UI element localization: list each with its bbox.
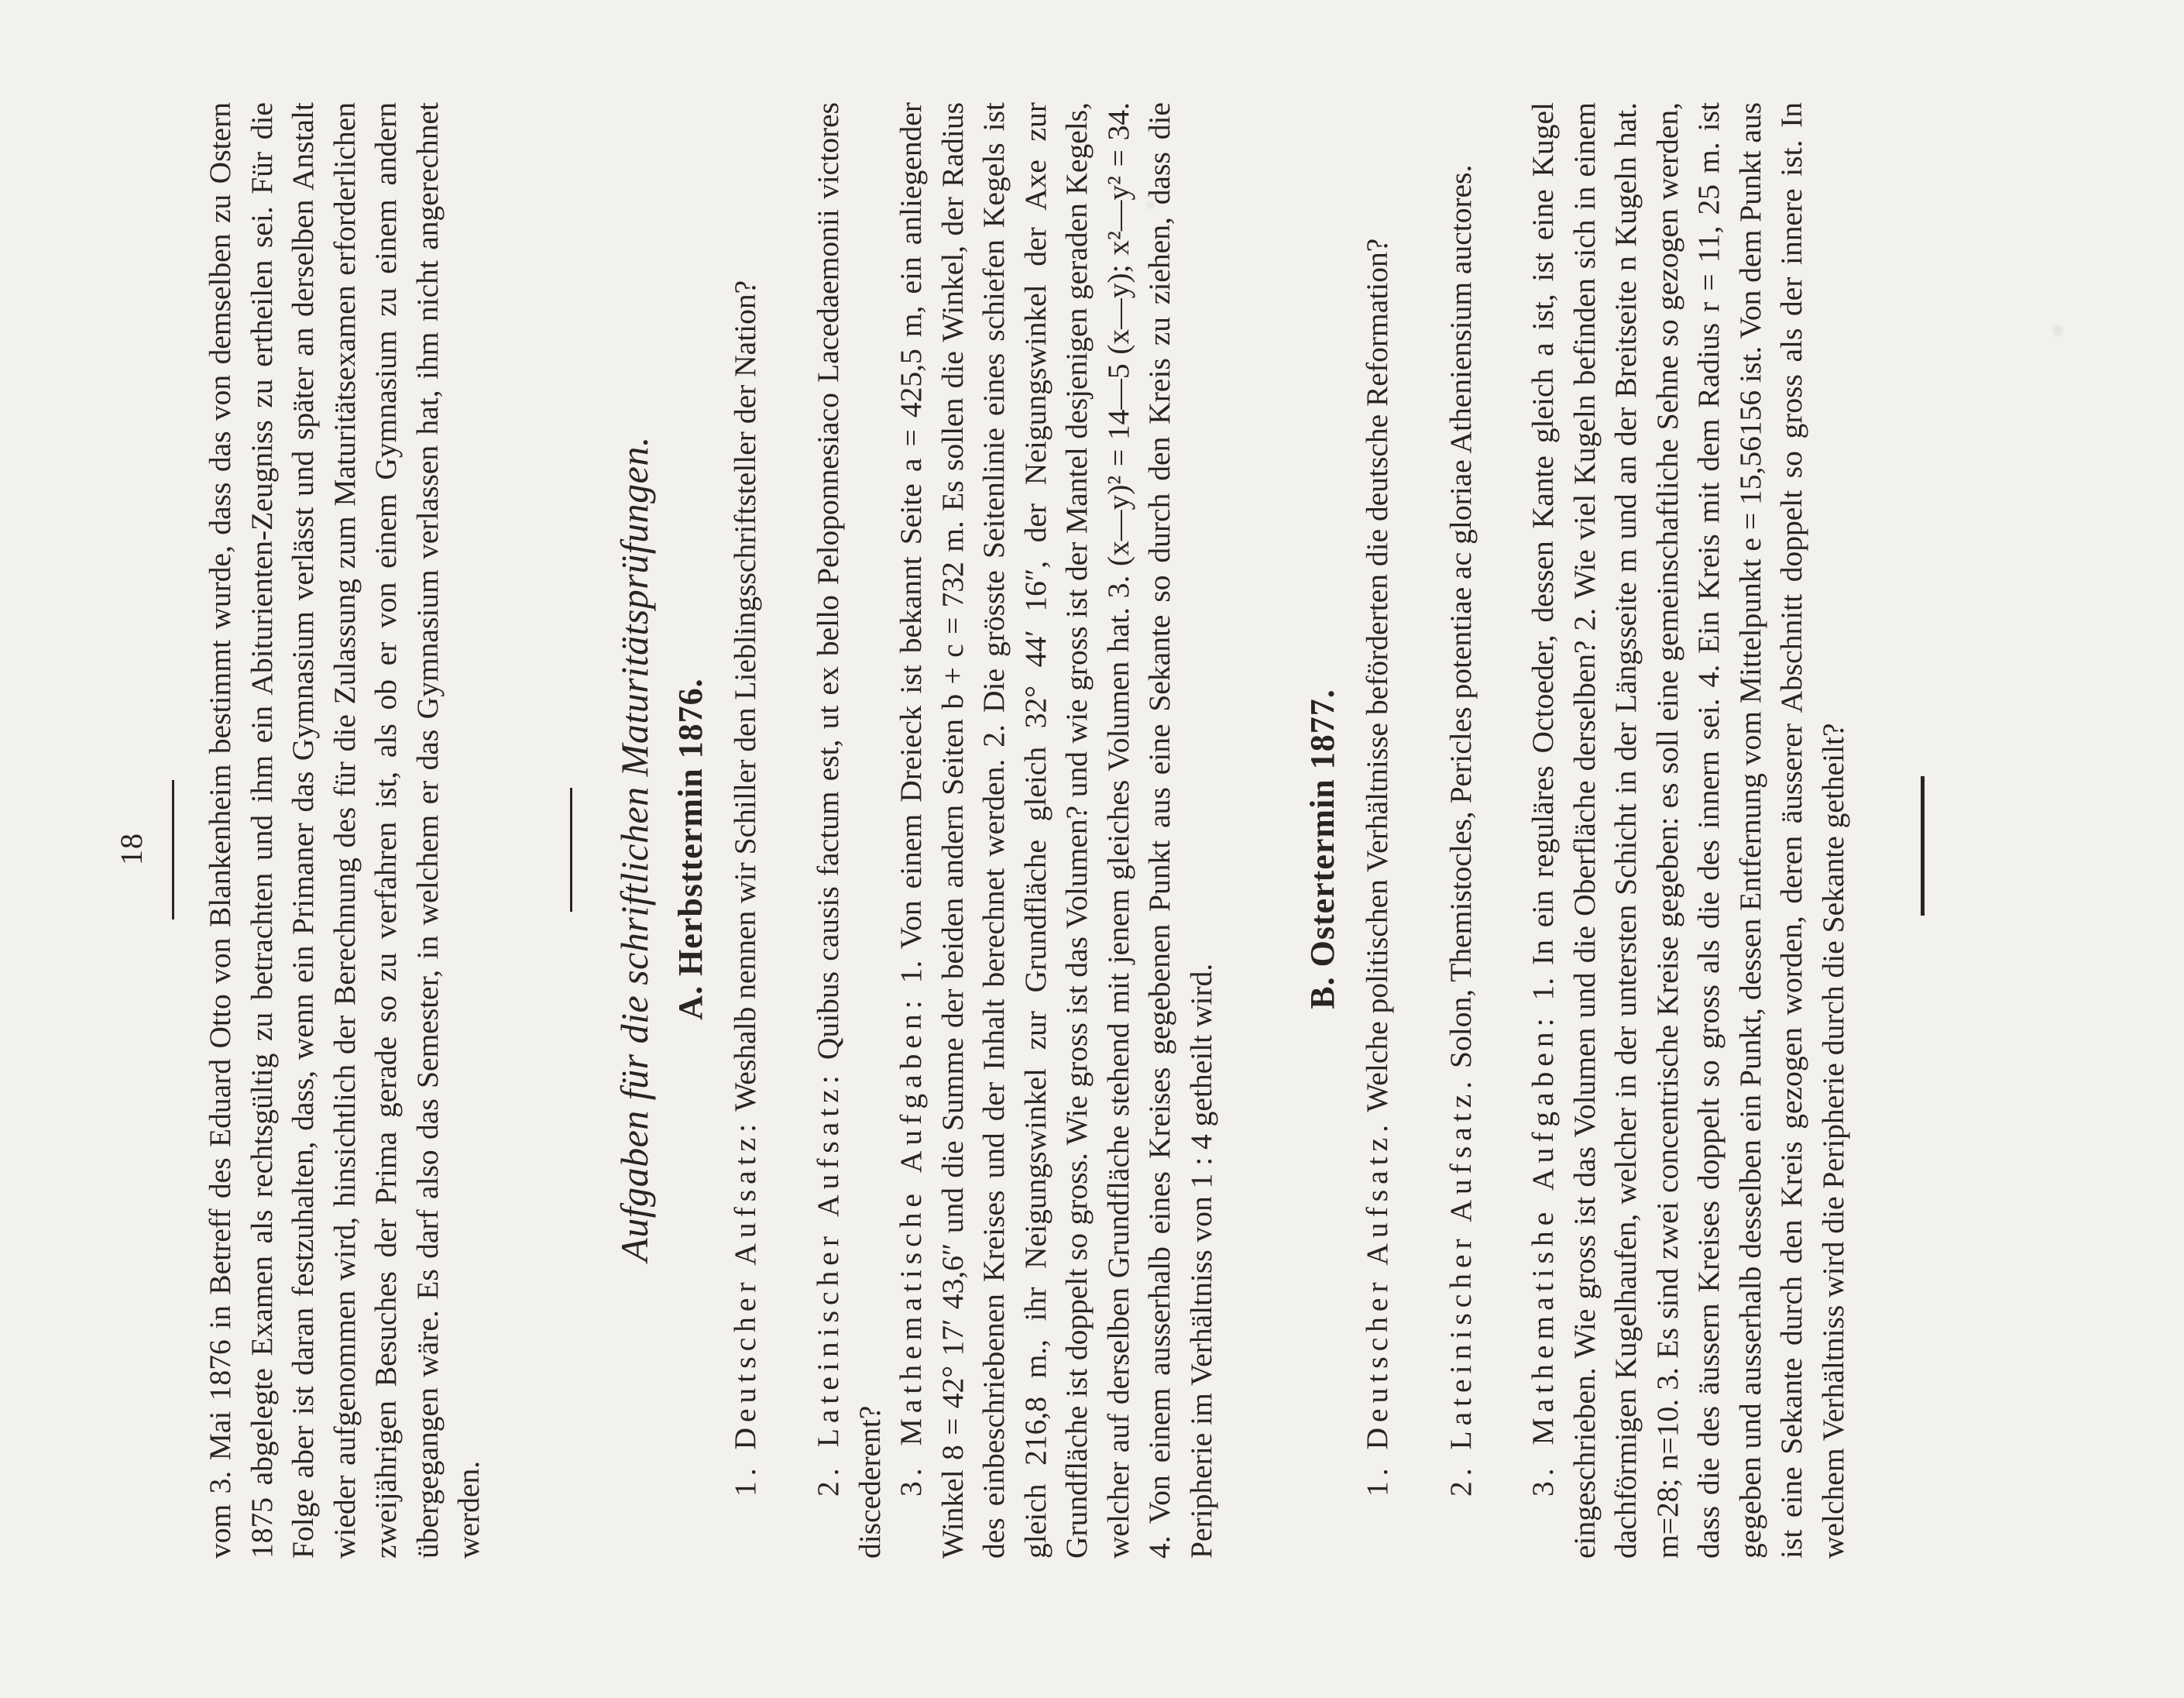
section-a-heading: A. Herbsttermin 1876. (671, 678, 709, 1020)
item-label: 2. Lateinischer Aufsatz. (1444, 1075, 1478, 1497)
section-b-item-math-problems (1523, 102, 1854, 1559)
item-label: 3. Mathematishe Aufgaben: (1526, 1012, 1560, 1497)
section-b-item-latin-essay (1441, 102, 1482, 1559)
item-label: 1. Deutscher Aufsatz: (728, 1118, 762, 1497)
item-label: 2. Lateinischer Aufsatz: (811, 1070, 845, 1497)
document-title: Aufgaben für die schriftlichen Maturitätsprüfungen. (613, 436, 656, 1262)
item-text: 1. Von einem Dreieck ist bekannt Seite a = 425,5 m, ein anliegender Winkel 8 = 42° 17′ 43,6″ und die Summe der beiden andern Seiten b + c = 732 m. Es sollen die Winkel, der Radius des einbeschriebenen Kreises und der Inhalt berechnet werden. 2. Die grösste Seitenlinie eines schiefen Kegels ist gleich 216,8 m., ihr Neigungswinkel zur Grundfläche gleich 32° 44′ 16″, der Neigungswinkel der Axe zur Grundfläche ist doppelt so gross. Wie gross ist das Volumen? und wie gross ist der Mantel desjenigen geraden Kegels, welcher auf derselben Grundfläche stehend mit jenem gleiches Volumen hat. 3. (x—y)² = 14—5 (x—y); x²—y² = 34. 4. Von einem ausserhalb eines Kreises gegebenen Punkt aus eine Sekante so durch den Kreis zu ziehen, dass die Peripherie im Verhältniss von 1 : 4 getheilt wird. (894, 101, 1218, 1559)
intro-paragraph: vom 3. Mai 1876 in Betreff des Eduard Otto von Blankenheim bestimmt wurde, dass das von demselben zu Ostern 1875 abgelegte Examen als rechtsgültig zu betrachten und ihm ein Abiturienten-Zeugniss zu ertheilen sei. Für die Folge aber ist daran festzuhalten, dass, wenn ein Primaner das Gymnasium verlässt und später an derselben Anstalt wieder aufgenommen wird, hinsichtlich der Berechnung des für die Zulassung zum Maturitätsexamen erforderlichen zweijährigen Besuches der Prima gerade so zu verfahren ist, als ob er von einem Gymnasium zu einem andern übergegangen wäre. Es darf also das Semester, in welchem er das Gymnasium verlassen hat, ihm nicht angerechnet werden. (203, 102, 486, 1559)
section-a-item-latin-essay (808, 102, 891, 1559)
section-a-item-german-essay (725, 102, 767, 1559)
item-text: 1. In ein reguläres Octoeder, dessen Kante gleich a ist, ist eine Kugel eingeschrieben. Wie gross ist das Volumen und die Oberfläche derselben? 2. Wie viel Kugeln befinden sich in einem dachförmigen Kugelhaufen, welcher in der untersten Schicht in der Längsseite m und an der Breitseite n Kugeln hat. m=28; n=10. 3. Es sind zwei concentrische Kreise gegeben: es soll eine gemeinschaftliche Sehne so gezogen werden, dass die des äussern Kreises doppelt so gross als die des innern sei. 4. Ein Kreis mit dem Radius r = 11, 25 m. ist gegeben und ausserhalb desselben ein Punkt, dessen Entfernung vom Mittelpunkt e = 15,56156 ist. Von dem Punkt aus ist eine Sekante durch den Kreis gezogen worden, deren äusserer Abschnitt doppelt so gross als der innere ist. In welchem Verhältniss wird die Peripherie durch die Sekante getheilt? (1526, 101, 1850, 1559)
section-b-heading: B. Ostertermin 1877. (1303, 689, 1341, 1009)
item-label: 1. Deutscher Aufsatz. (1360, 1119, 1394, 1497)
item-text: Weshalb nennen wir Schiller den Lieblingsschriftsteller der Nation? (728, 280, 762, 1112)
header-rule (172, 780, 174, 919)
item-text: Quibus causis factum est, ut ex bello Peloponnesiaco Lacedaemonii victores discederent? (811, 102, 887, 1559)
section-separator-rule (570, 788, 572, 912)
section-a-item-math-problems (891, 102, 1222, 1559)
section-b-item-german-essay (1357, 102, 1399, 1559)
page-number: 18 (114, 833, 149, 865)
item-label: 3. Mathematische Aufgaben: (894, 995, 928, 1497)
end-rule (1921, 776, 1925, 916)
item-text: Welche politischen Verhältnisse beförderten die deutsche Reformation? (1360, 238, 1394, 1112)
item-text: Solon, Themistocles, Pericles potentiae ac gloriae Atheniensium auctores. (1444, 164, 1478, 1068)
